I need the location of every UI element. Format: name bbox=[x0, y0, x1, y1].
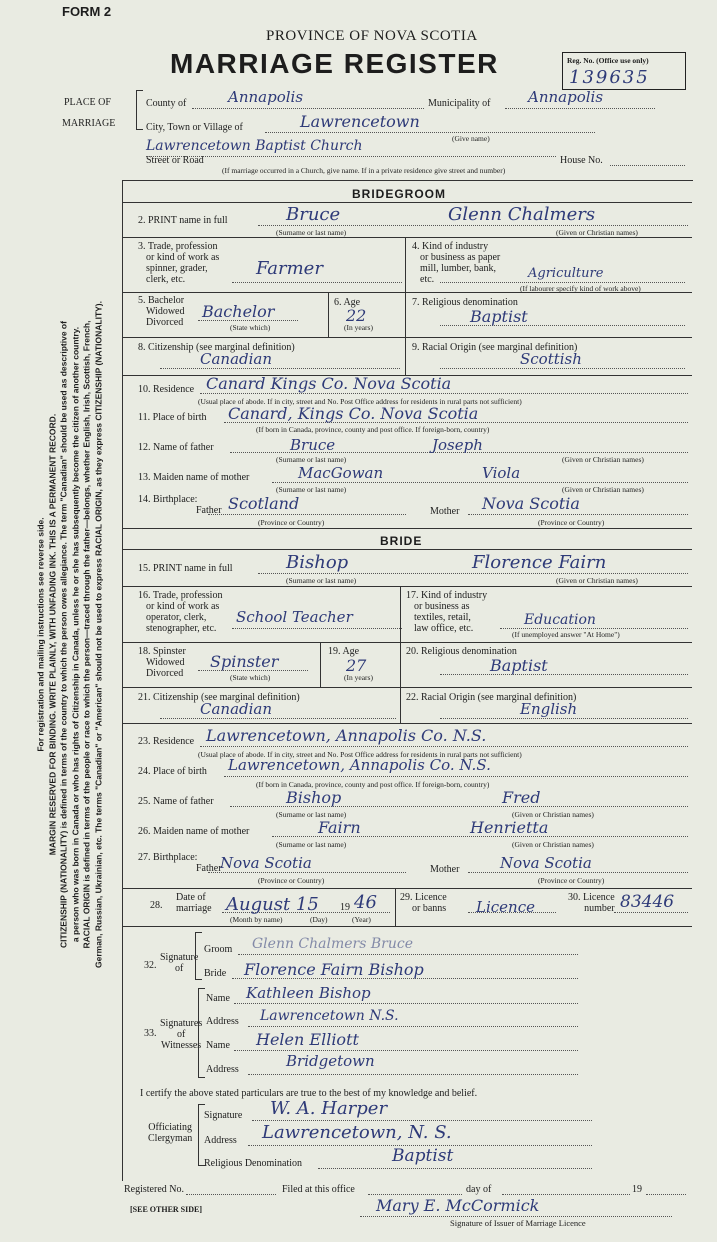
bride-age-label: 19. Age bbox=[328, 646, 360, 657]
city-label: City, Town or Village of bbox=[146, 122, 243, 133]
groom-mother-given: Viola bbox=[482, 464, 521, 482]
bride-signature: Florence Fairn Bishop bbox=[244, 960, 424, 979]
bride-bp-caption: (Province or Country) bbox=[258, 876, 325, 885]
bridegroom-heading: BRIDEGROOM bbox=[352, 187, 446, 201]
groom-age-label: 6. Age bbox=[334, 297, 361, 308]
groom-father-given: Joseph bbox=[432, 436, 483, 454]
reg-box bbox=[562, 52, 686, 90]
officiating-label: Officiating Clergyman bbox=[148, 1122, 193, 1144]
groom-mother-surname: MacGowan bbox=[298, 464, 384, 482]
groom-father-label: 12. Name of father bbox=[138, 442, 214, 453]
w1-addr-label: Address bbox=[206, 1016, 239, 1027]
bride-birth-caption: (If born in Canada, province, county and post office. If foreign-born, country) bbox=[256, 780, 490, 789]
groom-industry-caption: (If labourer specify kind of work above) bbox=[520, 284, 641, 293]
clergy-denomination: Baptist bbox=[392, 1146, 454, 1166]
margin-line-4: a person who was born in Canada or who has rights of Citizenship in Canada, unless he or she has subsequently become the citizen of another country. bbox=[70, 326, 80, 943]
groom-residence: Canard Kings Co. Nova Scotia bbox=[206, 374, 452, 393]
give-name-caption: (Give name) bbox=[452, 134, 490, 143]
church-value: Lawrencetown Baptist Church bbox=[146, 138, 363, 154]
groom-age: 22 bbox=[346, 306, 367, 325]
bride-citizenship-label: 21. Citizenship (see marginal definition) bbox=[138, 692, 300, 703]
groom-mother-bp-label: Mother bbox=[430, 506, 460, 517]
groom-industry: Agriculture bbox=[528, 266, 604, 281]
place-of-label: PLACE OF bbox=[64, 97, 111, 108]
groom-father-given-caption: (Given or Christian names) bbox=[562, 455, 644, 464]
bride-sig-label: Bride bbox=[204, 968, 227, 979]
clergy-sig-label: Signature bbox=[204, 1110, 243, 1121]
day-of-label: day of bbox=[466, 1184, 492, 1195]
bride-mother-given: Henrietta bbox=[470, 818, 549, 837]
issuer-signature: Mary E. McCormick bbox=[376, 1196, 540, 1215]
bride-trade: School Teacher bbox=[236, 608, 353, 626]
see-other-side: [SEE OTHER SIDE] bbox=[130, 1205, 203, 1214]
bride-state-caption: (State which) bbox=[230, 673, 271, 682]
bride-mother-birthplace: Nova Scotia bbox=[500, 854, 592, 872]
licence-number: 83446 bbox=[620, 892, 675, 912]
groom-religion-label: 7. Religious denomination bbox=[412, 297, 518, 308]
bride-status: Spinster bbox=[210, 652, 279, 671]
bride-racial-label: 22. Racial Origin (see marginal definition) bbox=[406, 692, 577, 703]
groom-racial-label: 9. Racial Origin (see marginal definition) bbox=[412, 342, 578, 353]
w2-addr-label: Address bbox=[206, 1064, 239, 1075]
month-caption: (Month by name) bbox=[230, 915, 283, 924]
certify-statement: I certify the above stated particulars are true to the best of my knowledge and belief. bbox=[140, 1088, 478, 1099]
licence-num-label: 30. Licence number bbox=[568, 892, 615, 914]
bride-father-sur-caption: (Surname or last name) bbox=[276, 810, 347, 819]
bride-father-surname: Bishop bbox=[286, 788, 342, 807]
groom-bp-caption: (Province or Country) bbox=[258, 518, 325, 527]
groom-mother-sur-caption: (Surname or last name) bbox=[276, 485, 347, 494]
groom-industry-label: 4. Kind of industry or business as paper mill, lumber, bank, etc. bbox=[412, 241, 501, 285]
groom-birthplace: Canard, Kings Co. Nova Scotia bbox=[228, 404, 479, 423]
year-caption: (Year) bbox=[352, 915, 371, 924]
bride-given-caption: (Given or Christian names) bbox=[556, 576, 638, 585]
municipality-value: Annapolis bbox=[528, 88, 604, 106]
licence-type-label: 29. Licence or banns bbox=[400, 892, 447, 914]
bride-given: Florence Fairn bbox=[472, 552, 607, 573]
bride-father-given-caption: (Given or Christian names) bbox=[512, 810, 594, 819]
clergy-addr-label: Address bbox=[204, 1135, 237, 1146]
bride-industry-label: 17. Kind of industry or business as textiles, retail, law office, etc. bbox=[406, 590, 488, 634]
footer-year: 19 bbox=[632, 1184, 642, 1195]
bride-religion: Baptist bbox=[490, 656, 548, 675]
bride-age-caption: (In years) bbox=[344, 673, 373, 682]
bride-residence-label: 23. Residence bbox=[138, 736, 195, 747]
municipality-label: Municipality of bbox=[428, 98, 491, 109]
groom-mother-given-caption: (Given or Christian names) bbox=[562, 485, 644, 494]
groom-father-birthplace: Scotland bbox=[228, 494, 300, 513]
bride-trade-label: 16. Trade, profession or kind of work as operator, clerk, stenographer, etc. bbox=[138, 590, 223, 634]
groom-birth-caption: (If born in Canada, province, county and post office. If foreign-born, country) bbox=[256, 425, 490, 434]
margin-line-5: RACIAL ORIGIN is defined in terms of the people or race to which the person—traced through the father—belongs, whether English, Irish, Scottish, French, bbox=[81, 320, 92, 949]
street-label: Street or Road bbox=[146, 155, 204, 166]
w2-name-label: Name bbox=[206, 1040, 230, 1051]
province-heading: PROVINCE OF NOVA SCOTIA bbox=[266, 28, 478, 44]
church-caption: (If marriage occurred in a Church, give name. If in a private residence give street and number) bbox=[222, 166, 506, 175]
bride-surname-caption: (Surname or last name) bbox=[286, 576, 357, 585]
witness2-name: Helen Elliott bbox=[256, 1030, 359, 1049]
page-title: MARRIAGE REGISTER bbox=[170, 48, 499, 79]
bride-birthplace-label: 27. Birthplace: Father bbox=[138, 852, 222, 874]
witness-num: 33. bbox=[144, 1028, 157, 1039]
groom-religion: Baptist bbox=[470, 307, 528, 326]
groom-surname-caption: (Surname or last name) bbox=[276, 228, 347, 237]
bride-mother-sur-caption: (Surname or last name) bbox=[276, 840, 347, 849]
bride-mother-bp-label: Mother bbox=[430, 864, 460, 875]
groom-given: Glenn Chalmers bbox=[448, 204, 596, 225]
day-caption: (Day) bbox=[310, 915, 328, 924]
groom-citizenship-label: 8. Citizenship (see marginal definition) bbox=[138, 342, 295, 353]
filed-label: Filed at this office bbox=[282, 1184, 355, 1195]
witness1-address: Lawrencetown N.S. bbox=[260, 1008, 399, 1024]
reg-number: 139635 bbox=[569, 67, 650, 88]
year-prefix: 19 bbox=[340, 902, 350, 913]
witness-label: Signatures of Witnesses bbox=[160, 1018, 203, 1051]
marriage-label: MARRIAGE bbox=[62, 118, 116, 129]
marriage-date-label: Date of marriage bbox=[176, 892, 212, 914]
bride-religion-label: 20. Religious denomination bbox=[406, 646, 517, 657]
issuer-caption: Signature of Issuer of Marriage Licence bbox=[450, 1218, 586, 1228]
groom-surname: Bruce bbox=[286, 204, 341, 225]
registered-label: Registered No. bbox=[124, 1184, 184, 1195]
bride-residence: Lawrencetown, Annapolis Co. N.S. bbox=[206, 726, 487, 745]
margin-instructions bbox=[36, 255, 105, 1015]
groom-status-label: 5. Bachelor Widowed Divorced bbox=[138, 295, 185, 328]
groom-residence-label: 10. Residence bbox=[138, 384, 195, 395]
bride-age: 27 bbox=[346, 656, 367, 675]
marriage-date-num: 28. bbox=[150, 900, 163, 911]
groom-signature: Glenn Chalmers Bruce bbox=[252, 936, 413, 952]
clergy-address: Lawrencetown, N. S. bbox=[262, 1122, 452, 1143]
groom-mother-bp-caption: (Province or Country) bbox=[538, 518, 605, 527]
groom-birth-label: 11. Place of birth bbox=[138, 412, 207, 423]
witness1-name: Kathleen Bishop bbox=[246, 984, 371, 1002]
groom-father-sur-caption: (Surname or last name) bbox=[276, 455, 347, 464]
w1-name-label: Name bbox=[206, 993, 230, 1004]
clergy-denom-label: Religious Denomination bbox=[204, 1158, 303, 1169]
bride-father-label: 25. Name of father bbox=[138, 796, 214, 807]
groom-age-caption: (In years) bbox=[344, 323, 373, 332]
bride-heading: BRIDE bbox=[380, 534, 423, 548]
witness2-address: Bridgetown bbox=[286, 1052, 375, 1070]
bride-industry-caption: (If unemployed answer "At Home") bbox=[512, 630, 620, 639]
marriage-date: August 15 bbox=[226, 894, 319, 915]
groom-sig-label: Groom bbox=[204, 944, 233, 955]
bride-birthplace: Lawrencetown, Annapolis Co. N.S. bbox=[228, 756, 491, 774]
sig-label: Signature of bbox=[160, 952, 199, 974]
bride-status-label: 18. Spinster Widowed Divorced bbox=[138, 646, 186, 679]
groom-father-surname: Bruce bbox=[290, 436, 336, 454]
form-number: FORM 2 bbox=[62, 4, 112, 19]
bride-mother-given-caption: (Given or Christian names) bbox=[512, 840, 594, 849]
licence-type: Licence bbox=[476, 898, 535, 916]
bride-father-given: Fred bbox=[502, 788, 541, 807]
bride-surname: Bishop bbox=[286, 552, 349, 573]
margin-line-1: For registration and mailing instructions see reverse side. bbox=[35, 517, 46, 752]
bride-racial: English bbox=[520, 700, 578, 718]
margin-line-2: MARGIN RESERVED FOR BINDING. WRITE PLAINLY, WITH UNFADING INK. THIS IS A PERMANENT RECORD. bbox=[47, 413, 57, 856]
bride-name-label: 15. PRINT name in full bbox=[138, 563, 233, 574]
groom-residence-caption: (Usual place of abode. If in city, street and No. Post Office address for residents in rural parts not sufficient) bbox=[198, 397, 522, 406]
groom-mother-label: 13. Maiden name of mother bbox=[138, 472, 250, 483]
city-value: Lawrencetown bbox=[300, 112, 420, 131]
groom-state-caption: (State which) bbox=[230, 323, 271, 332]
groom-status: Bachelor bbox=[202, 302, 275, 321]
bride-mother-surname: Fairn bbox=[318, 818, 361, 837]
marriage-year: 46 bbox=[354, 892, 377, 913]
margin-line-6: German, Russian, Ukrainian, etc. The terms "Canadian" or "American" should not be used to express RACIAL ORIGIN, as they express CITIZENSHIP (NATIONALITY). bbox=[93, 301, 103, 968]
groom-given-caption: (Given or Christian names) bbox=[556, 228, 638, 237]
margin-line-3: CITIZENSHIP (NATIONALITY) is defined in terms of the country to which the person owes allegiance. The term "Canadian" should be used as descriptive of bbox=[58, 321, 69, 948]
form-frame bbox=[122, 180, 693, 1181]
bride-citizenship: Canadian bbox=[200, 700, 273, 718]
bride-mother-bp-caption: (Province or Country) bbox=[538, 876, 605, 885]
clergy-signature: W. A. Harper bbox=[270, 1098, 388, 1119]
groom-mother-birthplace: Nova Scotia bbox=[482, 494, 580, 513]
bride-mother-label: 26. Maiden name of mother bbox=[138, 826, 250, 837]
groom-citizenship: Canadian bbox=[200, 350, 273, 368]
reg-label: Reg. No. (Office use only) bbox=[567, 56, 649, 65]
county-label: County of bbox=[146, 98, 187, 109]
groom-name-label: 2. PRINT name in full bbox=[138, 215, 228, 226]
bride-industry: Education bbox=[524, 612, 596, 628]
bride-birth-label: 24. Place of birth bbox=[138, 766, 207, 777]
bride-father-birthplace: Nova Scotia bbox=[220, 854, 312, 872]
county-value: Annapolis bbox=[228, 88, 304, 106]
groom-racial: Scottish bbox=[520, 350, 582, 368]
groom-birthplace-label: 14. Birthplace: Father bbox=[138, 494, 222, 516]
house-label: House No. bbox=[560, 155, 603, 166]
bride-residence-caption: (Usual place of abode. If in city, street and No. Post Office address for residents in rural parts not sufficient) bbox=[198, 750, 522, 759]
groom-trade: Farmer bbox=[256, 258, 323, 279]
groom-trade-label: 3. Trade, profession or kind of work as spinner, grader, clerk, etc. bbox=[138, 241, 220, 285]
sig-num: 32. bbox=[144, 960, 157, 971]
